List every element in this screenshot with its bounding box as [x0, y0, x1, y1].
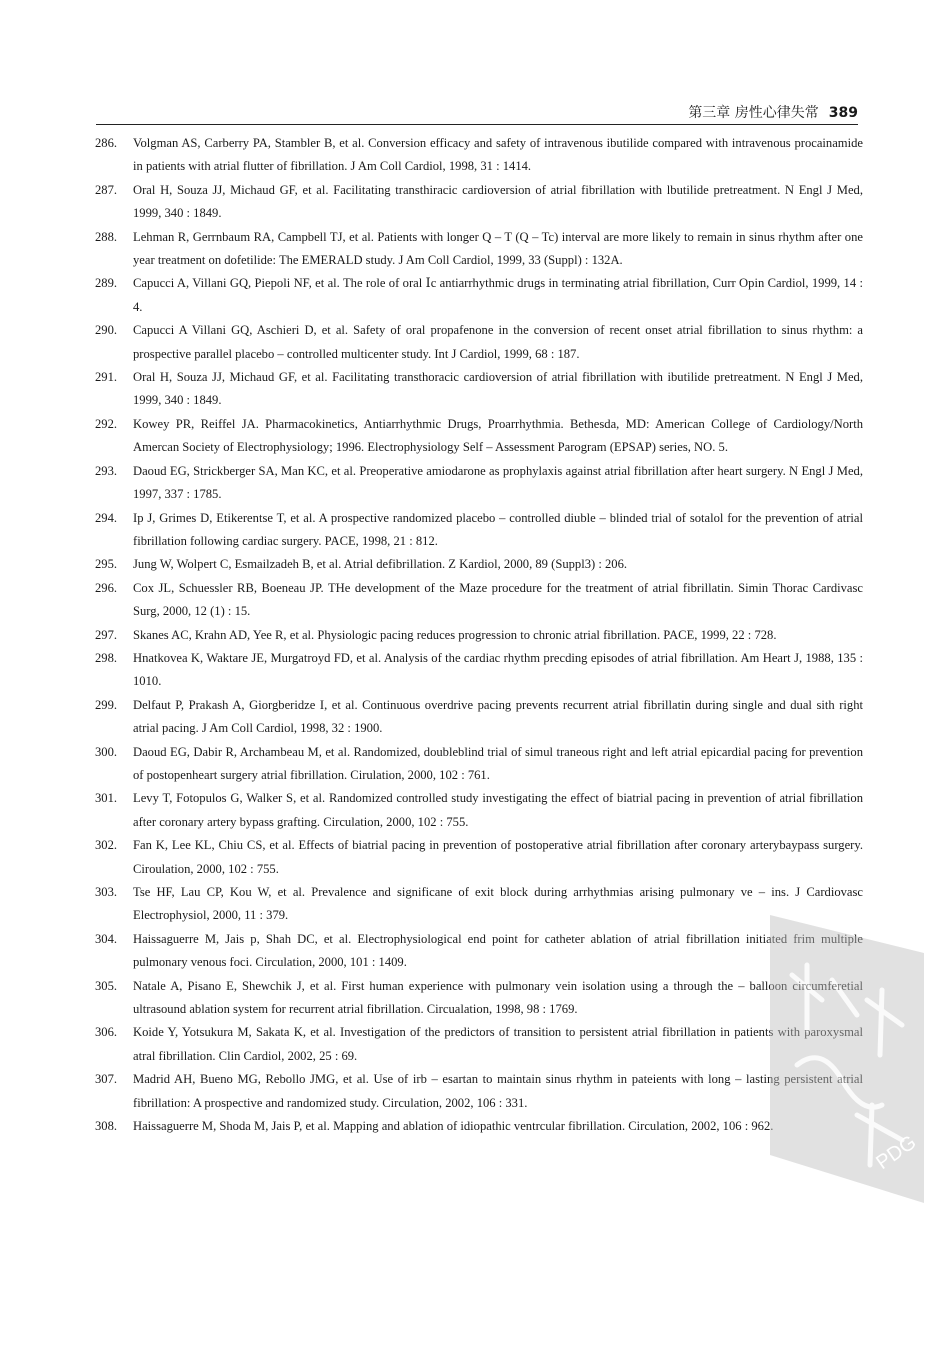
reference-text: Delfaut P, Prakash A, Giorgberidze I, et al. Continuous overdrive pacing prevents recurrent atrial fibrillatin during single and dual sith right atrial pacing. J Am Coll Cardiol, 1998, 32 : 1900.	[133, 697, 863, 736]
reference-item	[95, 319, 863, 366]
reference-item	[95, 460, 863, 507]
reference-number: 297.	[95, 627, 118, 642]
reference-text: Lehman R, Gerrnbaum RA, Campbell TJ, et al. Patients with longer Q – T (Q – Tc) interval are more likely to remain in sinus rhythm after one year treatment on dofetilide: The EMERALD study. J Am Coll Cardiol, 1999, 33 (Suppl) : 132A.	[133, 229, 863, 268]
reference-number: 300.	[95, 744, 118, 759]
reference-item	[95, 413, 863, 460]
reference-text: Daoud EG, Strickberger SA, Man KC, et al. Preoperative amiodarone as prophylaxis against atrial fibrillation after heart surgery. N Engl J Med, 1997, 337 : 1785.	[133, 463, 863, 502]
reference-item	[95, 226, 863, 273]
reference-item	[95, 1021, 863, 1068]
reference-number: 306.	[95, 1025, 118, 1040]
reference-text: Koide Y, Yotsukura M, Sakata K, et al. Investigation of the predictors of transition to persistent atrial fibrillation in patients with paroxysmal atral fibrillation. Clin Cardiol, 2002, 25 : 69.	[133, 1025, 863, 1063]
reference-text: Ip J, Grimes D, Etikerentse T, et al. A prospective randomized placebo – controlled diuble – blinded trial of sotalol for the prevention of atrial fibrillation following cardiac surgery. PACE, 1998, 21 : 812.	[133, 510, 863, 548]
reference-item	[95, 928, 863, 975]
reference-text: Hnatkovea K, Waktare JE, Murgatroyd FD, et al. Analysis of the cardiac rhythm precding episodes of atrial fibrillation. Am Heart J, 1988, 135 : 1010.	[133, 650, 863, 689]
reference-text: Oral H, Souza JJ, Michaud GF, et al. Facilitating transthiracic cardioversion of atrial fibrillation with lbutilide pretreatment. N Engl J Med, 1999, 340 : 1849.	[133, 182, 863, 221]
reference-number: 307.	[95, 1072, 118, 1087]
reference-item	[95, 179, 863, 226]
reference-item	[95, 741, 863, 788]
reference-text: Haissaguerre M, Jais p, Shah DC, et al. Electrophysiological end point for catheter ablation of atrial fibrillation initiated frim multiple pulmonary venous foci. Circulation, 2000, 101 : 1409.	[133, 931, 863, 970]
reference-item	[95, 881, 863, 928]
reference-text: Cox JL, Schuessler RB, Boeneau JP. THe development of the Maze procedure for the treatment of atrial fibrillatin. Simin Thorac Cardivasc Surg, 2000, 12 (1) : 15.	[133, 580, 863, 619]
reference-item	[95, 132, 863, 179]
running-header	[96, 104, 858, 125]
reference-number: 305.	[95, 978, 118, 993]
reference-item	[95, 577, 863, 624]
reference-number: 302.	[95, 838, 118, 853]
reference-number: 308.	[95, 1119, 118, 1134]
page-number: 389	[828, 105, 858, 121]
reference-number: 299.	[95, 697, 118, 712]
reference-text: Capucci A Villani GQ, Aschieri D, et al. Safety of oral propafenone in the conversion of recent onset atrial fibrillation to sinus rhythm: a prospective parallel placebo – controlled multicenter study. Int J Cardiol, 1999, 68 : 187.	[133, 323, 863, 361]
reference-text: Madrid AH, Bueno MG, Rebollo JMG, et al. Use of irb – esartan to maintain sinus rhythm in pateients with long – lasting persistent atrial fibrillation: A prospective and randomized study. Circulation, 2002, 106 : 331.	[133, 1072, 863, 1110]
reference-text: Jung W, Wolpert C, Esmailzadeh B, et al. Atrial defibrillation. Z Kardiol, 2000, 89 (Suppl3) : 206.	[133, 557, 628, 572]
reference-number: 291.	[95, 370, 118, 385]
reference-number: 296.	[95, 580, 118, 595]
reference-item	[95, 624, 863, 647]
reference-item	[95, 1115, 863, 1138]
reference-text: Capucci A, Villani GQ, Piepoli NF, et al. The role of oral Ⅰc antiarrhythmic drugs in terminating atrial fibrillation, Curr Opin Cardiol, 1999, 14 : 4.	[133, 276, 863, 314]
reference-item	[95, 834, 863, 881]
chapter-title: 第三章 房性心律失常	[688, 105, 819, 121]
reference-item	[95, 553, 863, 576]
reference-number: 301.	[95, 791, 118, 806]
reference-text: Tse HF, Lau CP, Kou W, et al. Prevalence and significane of exit block during arrhythmias arising pulmonary ve – ins. J Cardiovasc Electrophysiol, 2000, 11 : 379.	[133, 885, 863, 923]
reference-text: Natale A, Pisano E, Shewchik J, et al. First human experience with pulmonary vein isolation using a through the – balloon circumferetial ultrasound ablation system for recurrent atrial fibrillation. Circualation, 1998, 98 : 1769.	[133, 978, 863, 1017]
reference-number: 289.	[95, 276, 118, 291]
reference-number: 294.	[95, 510, 118, 525]
reference-number: 286.	[95, 136, 118, 150]
reference-text: Levy T, Fotopulos G, Walker S, et al. Randomized controlled study investigating the effect of biatrial pacing in prevention of atrial fibrillation after coronary artery bypass grafting. Circulation, 2000, 102 : 755.	[133, 791, 863, 829]
reference-item	[95, 272, 863, 319]
reference-number: 303.	[95, 885, 118, 899]
reference-text: Volgman AS, Carberry PA, Stambler B, et al. Conversion efficacy and safety of intravenous ibutilide compared with intravenous procainamide in patients with atrial flutter of fibrillation. J Am Coll Cardiol, 1998, 31 : 1414.	[133, 136, 863, 174]
reference-number: 292.	[95, 416, 118, 431]
reference-number: 298.	[95, 650, 118, 665]
reference-text: Skanes AC, Krahn AD, Yee R, et al. Physiologic pacing reduces progression to chronic atrial fibrillation. PACE, 1999, 22 : 728.	[133, 627, 777, 642]
reference-number: 290.	[95, 323, 118, 338]
reference-text: Oral H, Souza JJ, Michaud GF, et al. Facilitating transthoracic cardioversion of atrial fibrillation with ibutilide pretreatment. N Engl J Med, 1999, 340 : 1849.	[133, 370, 863, 408]
reference-item	[95, 975, 863, 1022]
reference-item	[95, 1068, 863, 1115]
reference-item	[95, 366, 863, 413]
reference-number: 287.	[95, 182, 118, 197]
watermark-stamp	[762, 905, 932, 1210]
reference-text: Haissaguerre M, Shoda M, Jais P, et al. Mapping and ablation of idiopathic ventrcular fibrillation. Circulation, 2002, 106 : 962.	[133, 1119, 774, 1134]
watermark-label: PDG	[872, 1131, 921, 1175]
reference-list	[95, 132, 863, 1138]
reference-number: 295.	[95, 557, 118, 572]
reference-number: 304.	[95, 931, 118, 946]
reference-text: Fan K, Lee KL, Chiu CS, et al. Effects of biatrial pacing in prevention of postoperative atrial fibrillation after coronary arterybaypass surgery. Ciroulation, 2000, 102 : 755.	[133, 838, 863, 876]
reference-text: Kowey PR, Reiffel JA. Pharmacokinetics, Antiarrhythmic Drugs, Proarrhythmia. Bethesda, MD: American College of Cardiology/North Amercan Society of Electrophysiology; 1996. Electrophysiology Self – Assessment Parogram (EPSAP) series, NO. 5.	[133, 416, 863, 455]
reference-text: Daoud EG, Dabir R, Archambeau M, et al. Randomized, doubleblind trial of simul traneous right and left atrial epicardial pacing for prevention of postopenheart surgery atrial fibrillation. Cirulation, 2000, 102 : 761.	[133, 744, 863, 782]
reference-item	[95, 694, 863, 741]
reference-item	[95, 507, 863, 554]
reference-item	[95, 647, 863, 694]
reference-number: 288.	[95, 229, 118, 244]
reference-item	[95, 787, 863, 834]
reference-number: 293.	[95, 463, 118, 478]
